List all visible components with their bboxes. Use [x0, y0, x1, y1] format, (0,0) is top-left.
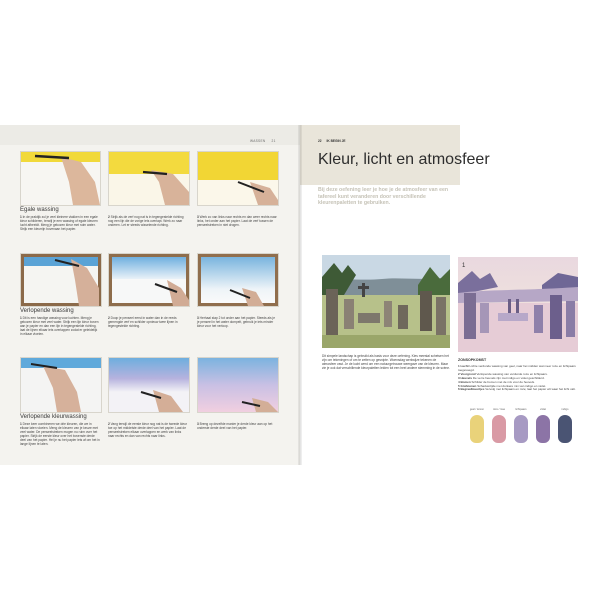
book-gutter	[298, 125, 302, 465]
left-header-label: WASSEN	[250, 139, 266, 143]
step-photo-kleur-1	[20, 357, 102, 413]
legend-item: 3 Heuvels De verre heuvels zijn met indigo en violet geschilderd.	[458, 375, 545, 380]
swatch-rose	[492, 415, 506, 443]
sunrise-painting	[458, 257, 578, 352]
swatch-label: lichtpaars	[515, 408, 527, 411]
swatch-label: violet	[539, 408, 547, 411]
legend-item: 6 Begraafmuurtjes Vervolg met lichtpaars en roze; laat het papier wit waar het licht valt.	[458, 387, 576, 392]
legend-item: 1 Lucht Lichte verdunde wassing van geel, naar het midden wat meer roze en lichtpaars toegevoegd.	[458, 364, 576, 372]
legend-item: 4 Bomen Schilder de bomen met de mix voor de heuvels.	[458, 379, 535, 384]
left-running-header	[250, 139, 276, 143]
step-photo-egale-2	[108, 151, 190, 206]
step-caption: 2 Vang terwijl de eerste kleur nog nat is de tweede kleur toe op het middelste derde deel van het papier. Laat de penseelstreken elkaar overlappen en werk van links naar rechts en dan van rechts naar links.	[108, 422, 187, 438]
step-caption: 3 Werk zo van links naar rechts en dan weer rechts naar links, het onder aan het papier. Laat de verf tussen de penseelstreken in niet drogen.	[197, 215, 277, 227]
painting-caption: Dit simpele landschap is gebruikt als basis voor deze oefening. Kies meestal schetsen het zijn om tekeningen of om te zetten op gesnipte. Woensdag werkwijze tekenen de atmosfeer vast. Je de lucht werd om een natuurgetrouwe weergave van de kleuren. Maar zie je ook dat verschillende kleurpaletten leiden tot een heel andere stemming in de scène.	[322, 354, 450, 370]
palette-legend	[458, 365, 583, 392]
step-photo-verlopend-1	[20, 253, 102, 307]
step-caption: 1 Dit is een handige wassing voor luchten. Meng je gekozen kleur met veel water. Strijk een lijn kleur boven aan je papier en dan een lijn in tegengestelde richting, laat de lijnen elkaar iets overlappen zodat er geleidelijk in elkaar vloeien.	[20, 316, 99, 336]
right-page-number: 22	[318, 139, 322, 143]
svg-text:1: 1	[462, 263, 466, 269]
step-photo-verlopend-3	[197, 253, 279, 307]
section-heading-verlopend: Verlopende wassing	[20, 308, 74, 314]
step-caption: 1 Deze keer combineren we drie kleuren, die we in elkaar laten vloeien. Meng de kleuren van je keuze met veel water. De penseelstreken mogen nu ruim over het papier. Strijk de eerste kleur over het bovenste derde deel van het papier. Hel je nu het papier iets af om het in lange lijnen te laten.	[20, 422, 100, 446]
legend-item: 2 Voorgrond Verlopende wassing van verdunde roze en lichtpaars.	[458, 371, 548, 376]
right-header-label: IK BEGIN JE	[326, 139, 346, 143]
swatch-label: roze / rose	[492, 408, 506, 411]
step-photo-kleur-3	[197, 357, 279, 413]
palette-heading: ZONSOPKOMST	[458, 358, 487, 362]
step-photo-egale-1	[20, 151, 101, 206]
right-running-header	[318, 139, 346, 143]
legend-item: 5 Grafstenen Schaduwzijde met donkere mix van indigo en violet.	[458, 383, 547, 388]
swatch-yellow	[470, 415, 484, 443]
step-caption: 2 Doop je penseel eerst in water dan in de reeds gemengde verf en schilder opnieuw twee lijnen in tegengestelde richting.	[108, 316, 178, 328]
step-caption: 2 Strijk als de verf nog nat is in tegengestelde richting nog een lijn die de vorige iets overlapt. Werk zo naar onderen. Let er steeds wisselende richting.	[108, 215, 184, 227]
step-caption: 1 In de praktijk zul je veel kleinere vlakken in een egale kleur schilderen, terwijl je een wassing of egale kleuren lucht afbeeldt. Meng je gekozen kleur met ruim water. Strijk een kleurrijn bovenaan het papier.	[20, 215, 98, 231]
page-title: Kleur, licht en atmosfeer	[318, 151, 490, 168]
swatch-label: indigo	[561, 408, 569, 411]
step-caption: 3 Herhaal stap 2 tot onder aan het papier. Steeds als je je penseel in het water dompelt, gebruik je iets minder kleur voor het verloop.	[197, 316, 275, 328]
section-heading-egale: Egale wassing	[20, 207, 59, 213]
swatch-label: geel / lemon	[469, 408, 485, 411]
step-photo-egale-3	[197, 151, 279, 206]
intro-text: Bij deze oefening leer je hoe je de atmosfeer van een tafereel kunt veranderen door verschillende kleurenpaletten te gebruiken.	[318, 187, 449, 207]
step-caption: 3 Breng op dezelfde manier je derde kleur aan op het onderste derde deel van het papier.	[197, 422, 273, 430]
step-photo-kleur-2	[108, 357, 190, 413]
landscape-painting	[322, 255, 450, 348]
step-photo-verlopend-2	[108, 253, 190, 307]
swatch-indigo	[558, 415, 572, 443]
swatch-lilac	[514, 415, 528, 443]
book-spread	[0, 125, 600, 465]
swatch-violet	[536, 415, 550, 443]
color-swatches	[466, 408, 578, 453]
left-page-number: 21	[271, 139, 276, 143]
section-heading-kleurwassing: Verlopende kleurwassing	[20, 414, 87, 420]
